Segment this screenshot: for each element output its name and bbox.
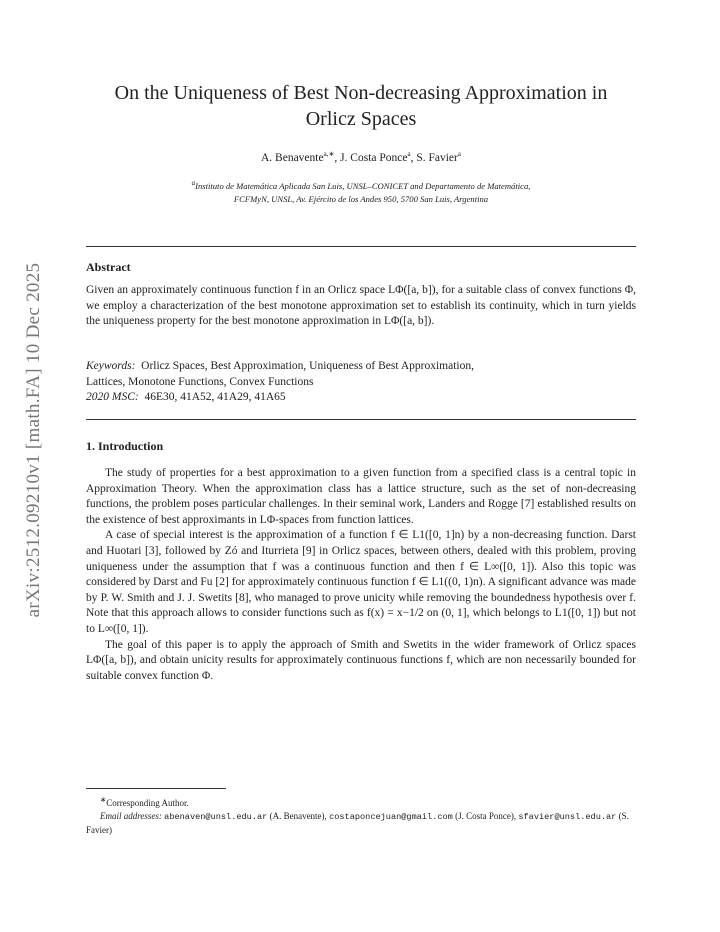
- email-favier[interactable]: sfavier@unsl.edu.ar: [518, 812, 617, 822]
- intro-paragraph-3: The goal of this paper is to apply the approach of Smith and Swetits in the wider framework of Orlicz spaces LΦ([a, b]), and obtain unicity results for approximately continuous functions f, which are non necessarily bounded for suitable convex function Φ.: [86, 638, 636, 682]
- email-label: Email addresses:: [100, 811, 162, 821]
- affiliation-mark: a: [191, 179, 196, 187]
- keywords-text-2: Lattices, Monotone Functions, Convex Functions: [86, 375, 314, 388]
- author-1: A. Benavente: [261, 151, 324, 164]
- keywords-text: Orlicz Spaces, Best Approximation, Uniqueness of Best Approximation,: [141, 360, 474, 372]
- author-2-mark: a: [407, 150, 411, 158]
- title-line-2: Orlicz Spaces: [305, 108, 417, 130]
- author-3: S. Favier: [416, 151, 458, 164]
- email-costa-ponce[interactable]: costaponcejuan@gmail.com: [329, 812, 453, 822]
- abstract-body: Given an approximately continuous function f in an Orlicz space LΦ([a, b]), for a suitable class of convex functions Φ, we employ a characterization of the best monotone approximation set to establish its continuity, which in turn yields the uniqueness property for the best monotone approximation in LΦ([a, b]).: [86, 284, 636, 328]
- intro-paragraph-2: A case of special interest is the approximation of a function f ∈ L1([0, 1]n) by a non-decreasing function. Darst and Huotari [3], followed by Zó and Iturrieta [9] in Orlicz spaces, between others, dealed with this problem, proving uniqueness under the assumption that f was a continuous function and then f ∈ L∞([0, 1]). Also this topic was considered by Darst and Fu [2] for approximately continuous function f ∈ L1((0, 1)n). A significant advance was made by P. W. Smith and J. J. Swetits [8], who managed to prove unicity while removing the boundedness hypothesis over f. Note that this approach allows to consider functions such as f(x) = x−1/2 on (0, 1], which belongs to L1([0, 1]) but not to L∞([0, 1]).: [86, 529, 636, 635]
- abstract-top-rule: [86, 246, 636, 247]
- intro-paragraph-1: The study of properties for a best approximation to a given function from a specified class is a central topic in Approximation Theory. When the approximation class has a lattice structure, such as the set of non-decreasing functions, the problem poses particular challenges. In their seminal work, Landers and Rogge [7] established results on the existence of best approximants in LΦ-spaces from function lattices.: [86, 467, 636, 526]
- email-costa-ponce-owner: (J. Costa Ponce),: [455, 811, 517, 821]
- section-heading-introduction: 1. Introduction: [86, 439, 164, 453]
- affiliation: [86, 177, 636, 206]
- author-3-mark: a: [457, 150, 461, 158]
- keywords-label: Keywords:: [86, 360, 136, 372]
- email-benavente[interactable]: abenaven@unsl.edu.ar: [164, 812, 268, 822]
- author-1-mark: a,∗: [323, 150, 335, 158]
- affiliation-line-2: FCFMyN, UNSL, Av. Ejército de los Andes 950, 5700 San Luis, Argentina: [233, 193, 489, 204]
- title-line-1: On the Uniqueness of Best Non-decreasing Approximation in: [114, 82, 608, 104]
- footnote: [86, 793, 636, 837]
- keywords-block: [86, 359, 636, 406]
- arxiv-sidebar-stamp: [18, 250, 50, 630]
- abstract-heading: Abstract: [86, 260, 131, 274]
- arxiv-identifier: arXiv:2512.09210v1 [math.FA] 10 Dec 2025: [23, 262, 44, 618]
- footnote-rule: [86, 788, 226, 789]
- author-list: A. Benavente$^{a,∗}$, J. Costa Ponce$^a$, S. Favier$^a$: [261, 150, 461, 164]
- author-2: J. Costa Ponce: [340, 151, 408, 164]
- affiliation-line-1: Instituto de Matemática Aplicada San Luis, UNSL–CONICET and Departamento de Matemática,: [195, 180, 531, 191]
- paper-title: [86, 80, 636, 132]
- msc-label: 2020 MSC:: [86, 391, 139, 404]
- msc-codes: 46E30, 41A52, 41A29, 41A65: [144, 391, 286, 404]
- abstract-bottom-rule: [86, 419, 636, 420]
- footnote-mark: ∗: [100, 795, 107, 804]
- email-benavente-owner: (A. Benavente),: [269, 811, 327, 821]
- email-favier-owner: (S. Favier): [86, 811, 629, 835]
- corresponding-author-note: Corresponding Author.: [106, 798, 189, 808]
- introduction-body: [86, 466, 636, 684]
